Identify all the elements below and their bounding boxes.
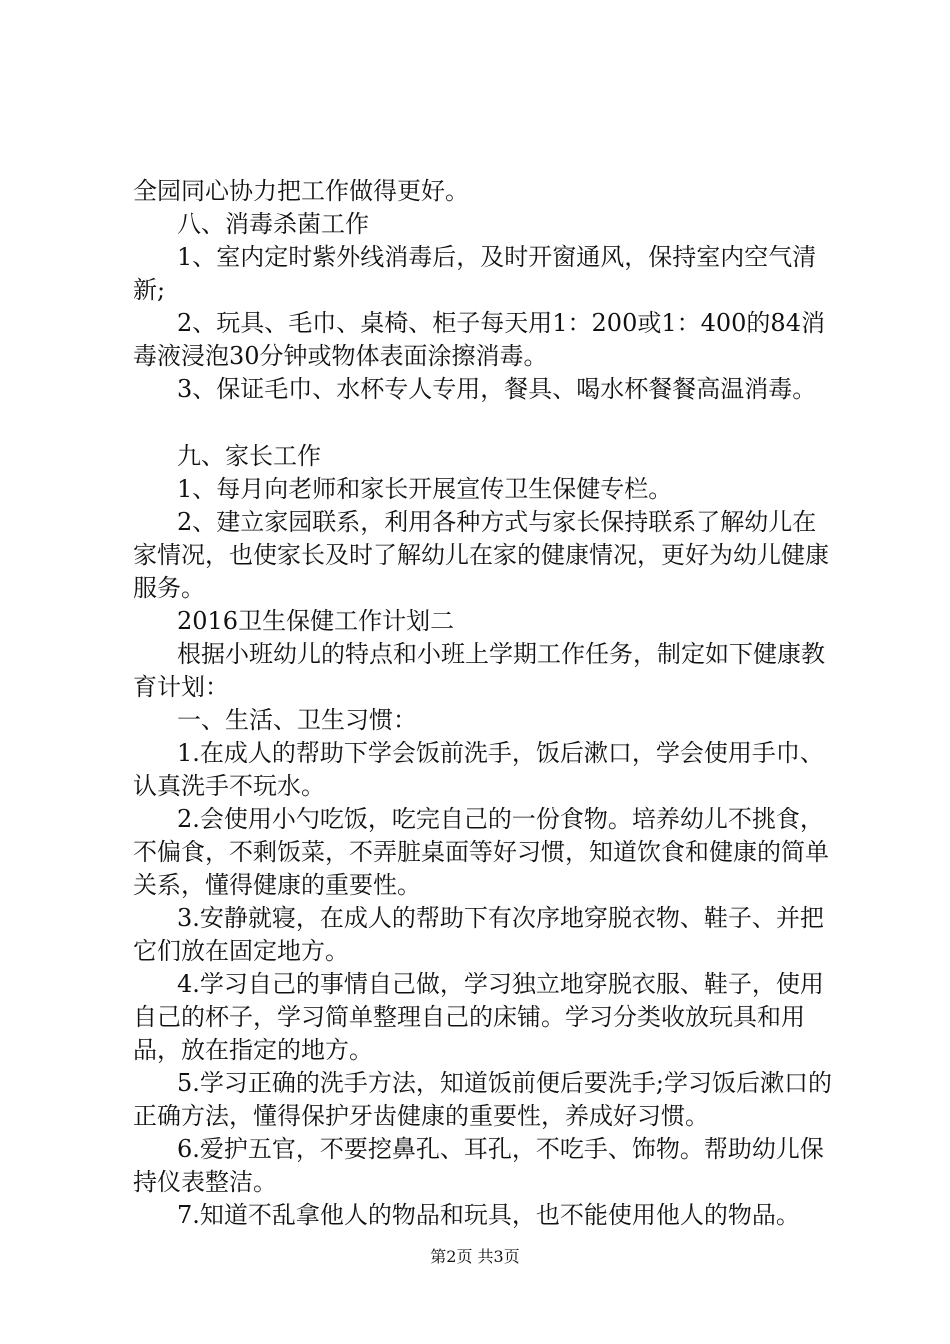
list-item: 1.在成人的帮助下学会饭前洗手，饭后漱口，学会使用手巾、认真洗手不玩水。 [133, 739, 824, 800]
list-item: 7.知道不乱拿他人的物品和玩具，也不能使用他人的物品。 [177, 1201, 800, 1229]
list-item: 4.学习自己的事情自己做，学习独立地穿脱衣服、鞋子，使用自己的杯子，学习简单整理自己的床铺。学习分类收放玩具和用品，放在指定的地方。 [133, 970, 824, 1064]
list-item: 2.会使用小勺吃饭，吃完自己的一份食物。培养幼儿不挑食，不偏食，不剩饭菜，不弄脏桌面等好习惯，知道饮食和健康的简单关系，懂得健康的重要性。 [133, 805, 829, 899]
paragraph: 1、室内定时紫外线消毒后，及时开窗通风，保持室内空气清新; [133, 243, 817, 304]
paragraph: 全园同心协力把工作做得更好。 [133, 177, 469, 205]
list-item: 5.学习正确的洗手方法，知道饭前便后要洗手;学习饭后漱口的正确方法，懂得保护牙齿健康的重要性，养成好习惯。 [133, 1069, 832, 1130]
plan-title: 2016卫生保健工作计划二 [177, 607, 455, 635]
paragraph: 根据小班幼儿的特点和小班上学期工作任务，制定如下健康教育计划： [133, 640, 825, 701]
section-heading-disinfection: 八、消毒杀菌工作 [177, 210, 369, 238]
paragraph: 3、保证毛巾、水杯专人专用，餐具、喝水杯餐餐高温消毒。 [177, 375, 817, 403]
page-number-footer: 第2页 共3页 [430, 1247, 520, 1266]
blank-line [133, 406, 833, 440]
paragraph: 2、建立家园联系，利用各种方式与家长保持联系了解幼儿在家情况，也使家长及时了解幼儿在家的健康情况，更好为幼儿健康服务。 [133, 508, 829, 602]
list-item: 3.安静就寝，在成人的帮助下有次序地穿脱衣物、鞋子、并把它们放在固定地方。 [133, 904, 824, 965]
paragraph: 1、每月向老师和家长开展宣传卫生保健专栏。 [177, 475, 673, 503]
document-body [133, 175, 833, 1232]
section-heading-habits: 一、生活、卫生习惯： [177, 706, 417, 734]
paragraph: 2、玩具、毛巾、桌椅、柜子每天用1：200或1：400的84消毒液浸泡30分钟或物体表面涂擦消毒。 [133, 309, 825, 370]
list-item: 6.爱护五官，不要挖鼻孔、耳孔，不吃手、饰物。帮助幼儿保持仪表整洁。 [133, 1135, 824, 1196]
section-heading-parents: 九、家长工作 [177, 442, 321, 470]
